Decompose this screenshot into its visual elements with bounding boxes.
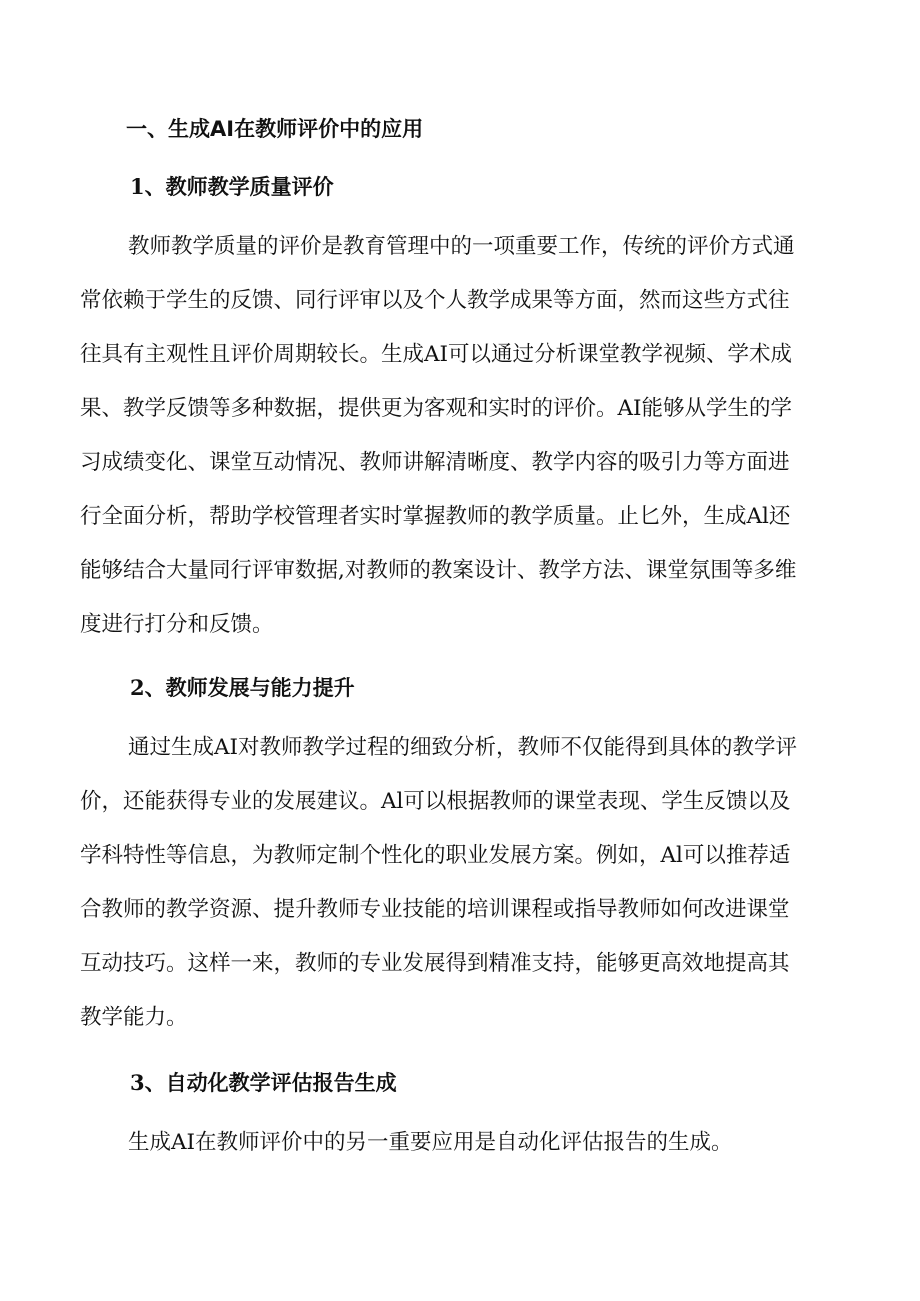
paragraph-line: 能够结合大量同行评审数据,对教师的教案设计、教学方法、课堂氛围等多维	[80, 558, 797, 583]
paragraph-line: 教师教学质量的评价是教育管理中的一项重要工作，传统的评价方式通	[128, 234, 795, 259]
paragraph-line: 生成AI在教师评价中的另一重要应用是自动化评估报告的生成。	[128, 1130, 733, 1155]
paragraph-line: 行全面分析，帮助学校管理者实时掌握教师的教学质量。止匕外，生成Al还	[80, 504, 791, 529]
paragraph-line: 合教师的教学资源、提升教师专业技能的培训课程或指导教师如何改进课堂	[80, 897, 790, 922]
paragraph-teacher-development	[80, 721, 850, 1045]
paragraph-line: 往具有主观性且评价周期较长。生成AI可以通过分析课堂教学视频、学术成	[80, 342, 793, 367]
subsection-heading-1: 1、教师教学质量评价	[130, 174, 334, 199]
paragraph-line: 常依赖于学生的反馈、同行评审以及个人教学成果等方面，然而这些方式往	[80, 288, 790, 313]
section-heading: 一、生成AI在教师评价中的应用	[126, 117, 424, 141]
paragraph-line: 价，还能获得专业的发展建议。Al可以根据教师的课堂表现、学生反馈以及	[80, 789, 791, 814]
paragraph-teaching-quality	[80, 220, 850, 652]
subsection-heading-3: 3、自动化教学评估报告生成	[130, 1070, 397, 1095]
subsection-heading-2: 2、教师发展与能力提升	[130, 675, 355, 700]
paragraph-line: 通过生成AI对教师教学过程的细致分析，教师不仅能得到具体的教学评	[128, 735, 798, 760]
paragraph-line: 学科特性等信息，为教师定制个性化的职业发展方案。例如，Al可以推荐适	[80, 843, 791, 868]
paragraph-line: 果、教学反馈等多种数据，提供更为客观和实时的评价。AI能够从学生的学	[80, 396, 793, 421]
paragraph-line: 教学能力。	[80, 1005, 188, 1030]
paragraph-line: 度进行打分和反馈。	[80, 612, 274, 637]
paragraph-line: 习成绩变化、课堂互动情况、教师讲解清晰度、教学内容的吸引力等方面进	[80, 450, 790, 475]
paragraph-line: 互动技巧。这样一来，教师的专业发展得到精准支持，能够更高效地提高其	[80, 951, 790, 976]
paragraph-automated-report	[80, 1116, 850, 1170]
